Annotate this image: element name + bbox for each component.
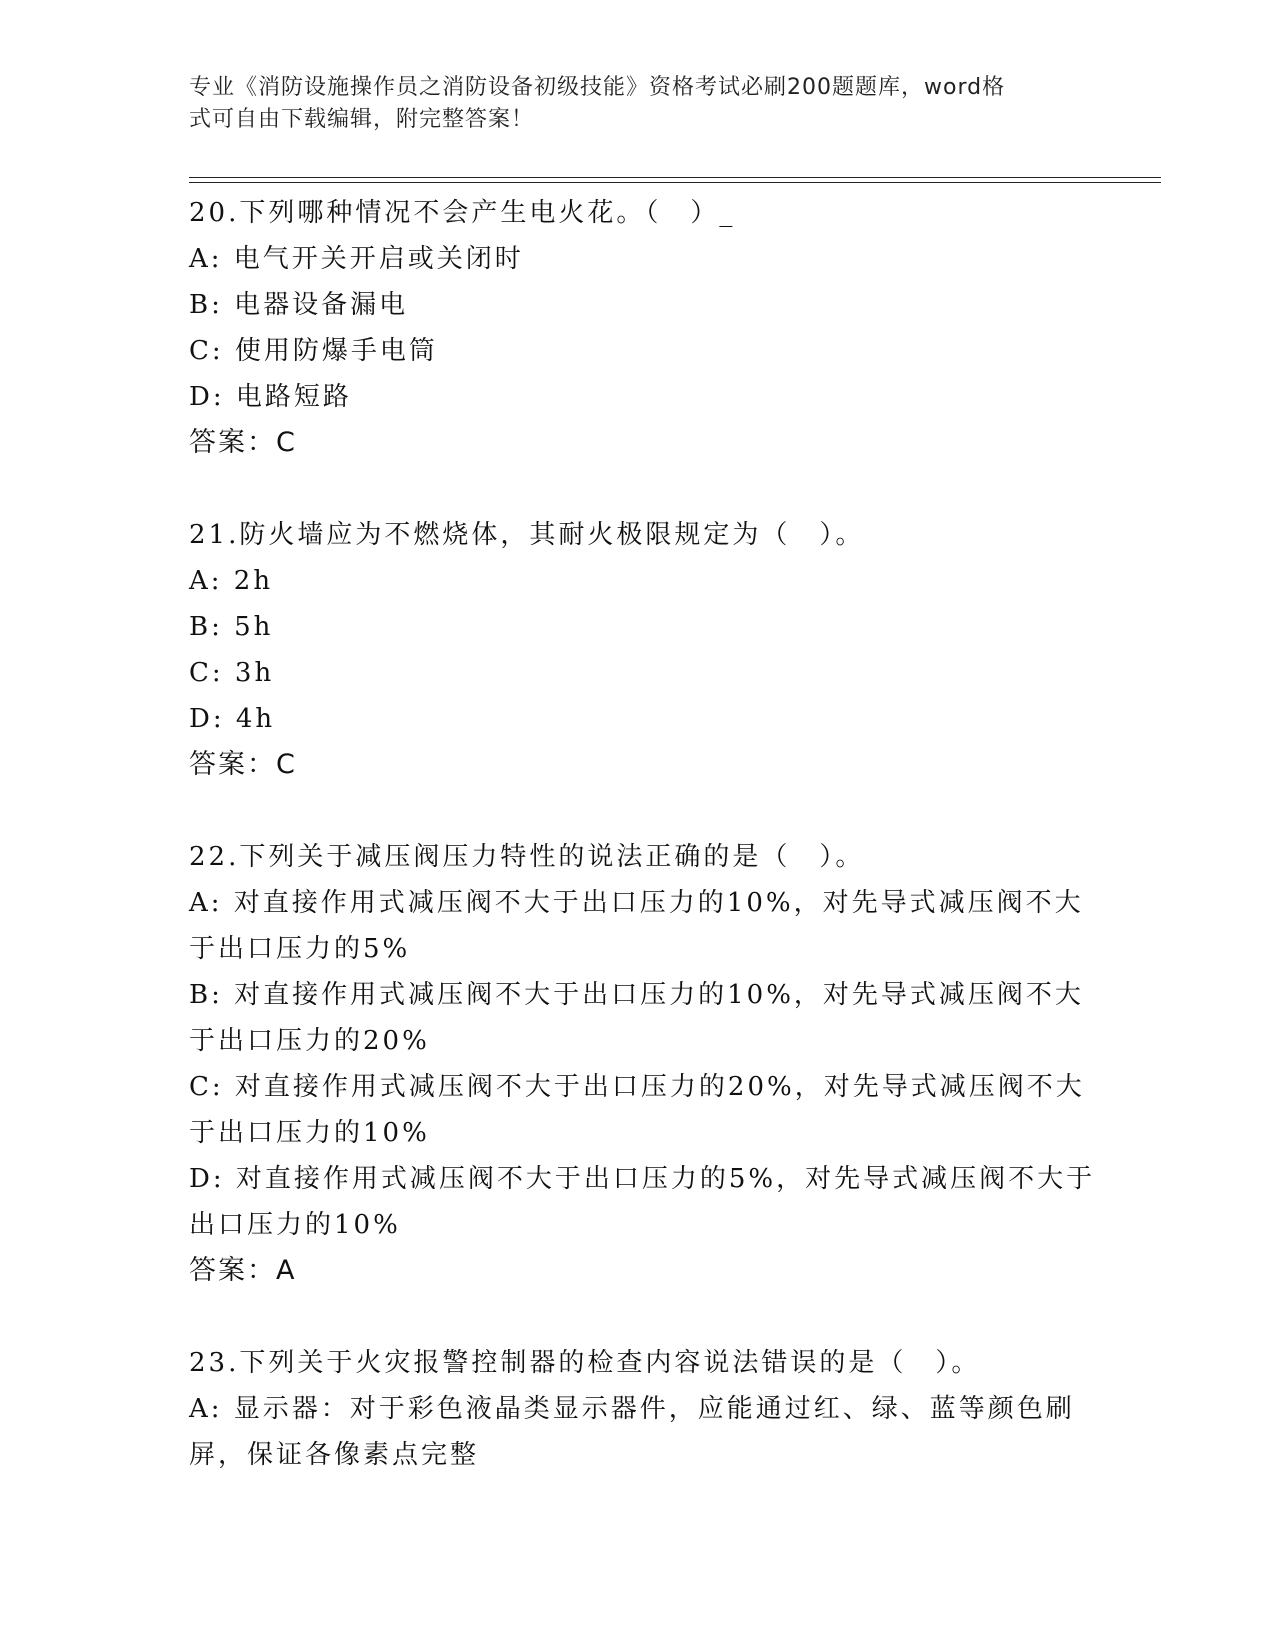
- option-a: A: 显示器：对于彩色液晶类显示器件，应能通过红、绿、蓝等颜色刷: [189, 1394, 1075, 1424]
- question-23: [189, 1340, 1089, 1478]
- option-d: D: 电路短路: [189, 382, 352, 412]
- spacer: [189, 466, 1089, 512]
- question-22: [189, 834, 1096, 1294]
- answer-text: 答案：A: [189, 1255, 297, 1286]
- document-header: [189, 72, 1069, 136]
- option-d: D: 对直接作用式减压阀不大于出口压力的5%，对先导式减压阀不大于: [189, 1164, 1096, 1194]
- spacer: [189, 788, 1089, 834]
- question-text: 21.防火墙应为不燃烧体，其耐火极限规定为（ ）。: [189, 520, 865, 550]
- spacer: [189, 1294, 1089, 1340]
- header-divider-top: [189, 177, 1161, 178]
- option-a-continued: 于出口压力的5%: [189, 934, 411, 964]
- option-c: C: 对直接作用式减压阀不大于出口压力的20%，对先导式减压阀不大: [189, 1072, 1085, 1102]
- question-text: 22.下列关于减压阀压力特性的说法正确的是（ ）。: [189, 842, 865, 872]
- option-b-continued: 于出口压力的20%: [189, 1026, 430, 1056]
- option-b: B: 电器设备漏电: [189, 290, 409, 320]
- question-text: 20.下列哪种情况不会产生电火花。（ ）_: [189, 198, 736, 228]
- question-20: [189, 190, 1089, 466]
- answer-text: 答案：C: [189, 749, 297, 780]
- question-21: [189, 512, 1089, 788]
- option-a: A: 对直接作用式减压阀不大于出口压力的10%，对先导式减压阀不大: [189, 888, 1084, 918]
- option-c: C: 使用防爆手电筒: [189, 336, 438, 366]
- option-a-continued: 屏，保证各像素点完整: [189, 1440, 480, 1470]
- header-divider-bottom: [189, 182, 1161, 183]
- option-c: C: 3h: [189, 658, 275, 688]
- answer-text: 答案：C: [189, 427, 297, 458]
- header-line-2: 式可自由下载编辑，附完整答案！: [189, 107, 535, 132]
- question-list: [189, 190, 1096, 1478]
- header-line-1: 专业《消防设施操作员之消防设备初级技能》资格考试必刷200题题库，word格: [189, 75, 1006, 100]
- option-c-continued: 于出口压力的10%: [189, 1118, 430, 1148]
- option-d-continued: 出口压力的10%: [189, 1210, 401, 1240]
- option-a: A: 电气开关开启或关闭时: [189, 244, 524, 274]
- option-d: D: 4h: [189, 704, 276, 734]
- option-b: B: 5h: [189, 612, 274, 642]
- question-text: 23.下列关于火灾报警控制器的检查内容说法错误的是（ ）。: [189, 1348, 981, 1378]
- option-b: B: 对直接作用式减压阀不大于出口压力的10%，对先导式减压阀不大: [189, 980, 1084, 1010]
- option-a: A: 2h: [189, 566, 274, 596]
